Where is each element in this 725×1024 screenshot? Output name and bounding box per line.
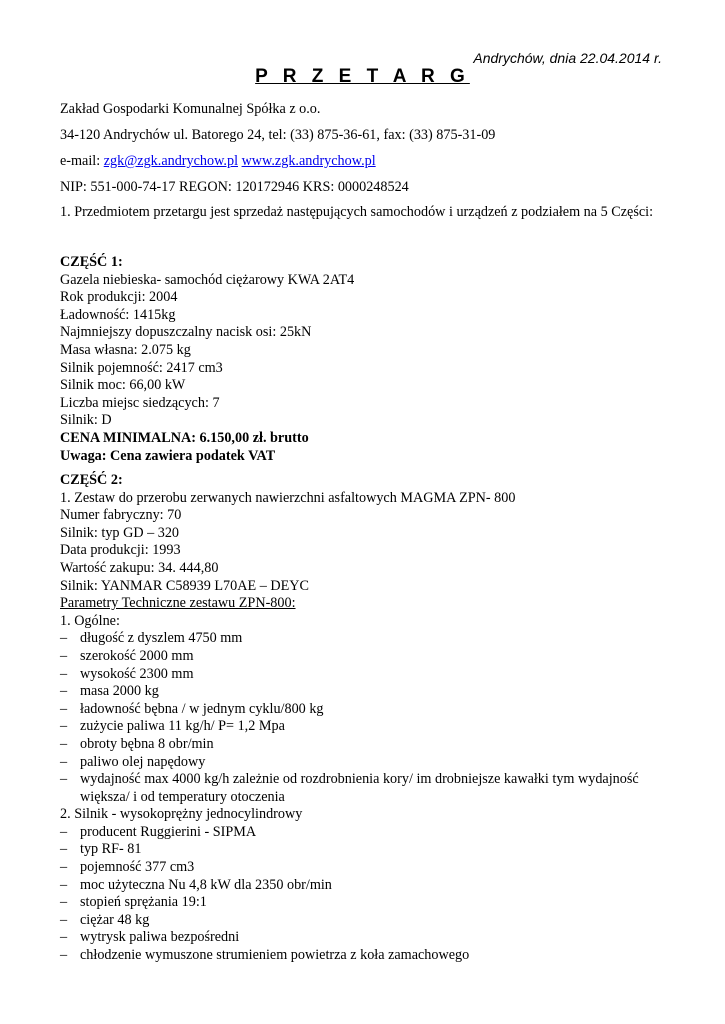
list-item: – producent Ruggierini - SIPMA (60, 823, 257, 840)
part-2-section (60, 472, 664, 965)
list-item: – wydajność max 4000 kg/h zależnie od rozdrobnienia kory/ im drobniejsze kawałki tym wydajność większa/ i od temperatury otoczenia (60, 771, 639, 805)
list-item: – długość z dyszlem 4750 mm (60, 630, 243, 647)
list-item: – pojemność 377 cm3 (60, 859, 195, 876)
part-1-note: Uwaga: Cena zawiera podatek VAT (60, 447, 276, 464)
part-2-line: Silnik: typ GD – 320 (60, 524, 180, 541)
list-item: – stopień sprężania 19:1 (60, 894, 207, 911)
part-1-line: Ładowność: 1415kg (60, 306, 176, 323)
part-2-line: Numer fabryczny: 70 (60, 507, 182, 524)
part-1-section (60, 254, 354, 465)
part-1-line: Masa własna: 2.075 kg (60, 341, 191, 358)
list-item: – moc użyteczna Nu 4,8 kW dla 2350 obr/min (60, 876, 332, 893)
part-1-price: CENA MINIMALNA: 6.150,00 zł. brutto (60, 429, 309, 446)
website-link[interactable]: www.zgk.andrychow.pl (241, 153, 376, 169)
list-item: – obroty bębna 8 obr/min (60, 735, 214, 752)
part-2-line: Data produkcji: 1993 (60, 542, 181, 559)
list-item: – wytrysk paliwa bezpośredni (60, 929, 240, 946)
list-item: – szerokość 2000 mm (60, 647, 194, 664)
email-link[interactable]: zgk@zgk.andrychow.pl (103, 153, 239, 169)
engine-heading: 2. Silnik - wysokoprężny jednocylindrowy (60, 806, 303, 823)
email-label: e-mail: (60, 153, 101, 169)
part-1-line: Silnik: D (60, 412, 112, 429)
part-2-heading: CZĘŚĆ 2: (60, 472, 123, 488)
part-1-heading: CZĘŚĆ 1: (60, 254, 123, 270)
part-2-line: 1. Zestaw do przerobu zerwanych nawierzchni asfaltowych MAGMA ZPN- 800 (60, 489, 516, 506)
list-item: – ciężar 48 kg (60, 911, 150, 928)
company-name: Zakład Gospodarki Komunalnej Spółka z o.o. (60, 101, 321, 117)
part-1-line: Najmniejszy dopuszczalny nacisk osi: 25kN (60, 324, 312, 341)
part-1-line: Rok produkcji: 2004 (60, 289, 178, 306)
part-1-line: Silnik pojemność: 2417 cm3 (60, 359, 223, 376)
part-1-line: Gazela niebieska- samochód ciężarowy KWA 2AT4 (60, 271, 355, 288)
list-item: – masa 2000 kg (60, 683, 159, 700)
part-1-line: Liczba miejsc siedzących: 7 (60, 394, 220, 411)
list-item: – chłodzenie wymuszone strumieniem powietrza z koła zamachowego (60, 947, 470, 964)
intro-paragraph: 1. Przedmiotem przetargu jest sprzedaż następujących samochodów i urządzeń z podziałem na 5 Części: (60, 204, 654, 220)
list-item: – paliwo olej napędowy (60, 753, 206, 770)
document-date: Andrychów, dnia 22.04.2014 r. (473, 50, 662, 66)
company-ids: NIP: 551-000-74-17 REGON: 120172946 KRS: 0000248524 (60, 179, 409, 195)
list-item: – typ RF- 81 (60, 841, 142, 858)
company-address: 34-120 Andrychów ul. Batorego 24, tel: (33) 875-36-61, fax: (33) 875-31-09 (60, 127, 496, 143)
part-2-line: Silnik: YANMAR C58939 L70AE – DEYC (60, 577, 309, 594)
part-2-line: Wartość zakupu: 34. 444,80 (60, 559, 219, 576)
part-1-line: Silnik moc: 66,00 kW (60, 377, 186, 394)
general-heading: 1. Ogólne: (60, 612, 120, 629)
params-heading: Parametry Techniczne zestawu ZPN-800: (60, 595, 296, 612)
list-item: – wysokość 2300 mm (60, 665, 194, 682)
document-title: P R Z E T A R G (255, 66, 470, 87)
list-item: – zużycie paliwa 11 kg/h/ P= 1,2 Mpa (60, 718, 285, 735)
company-contact (60, 153, 376, 171)
list-item: – ładowność bębna / w jednym cyklu/800 kg (60, 700, 324, 717)
